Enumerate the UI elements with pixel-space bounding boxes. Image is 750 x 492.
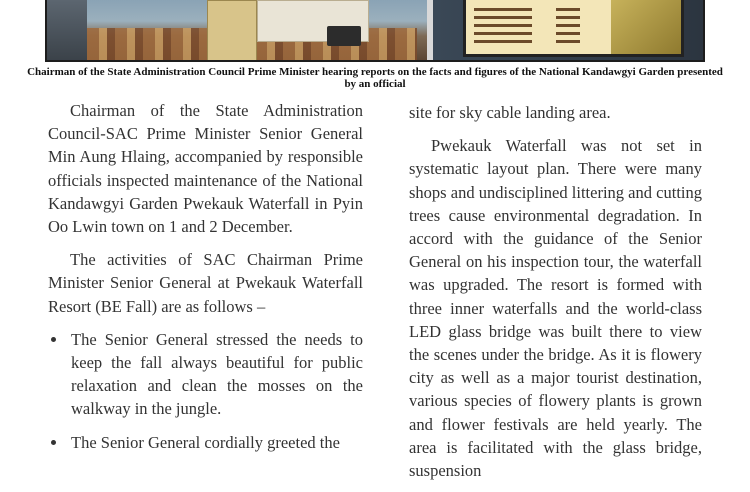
list-item-text: The Senior General cordially greeted the — [71, 432, 340, 452]
list-item — [48, 431, 363, 454]
photo-caption: Chairman of the State Administration Council Prime Minister hearing reports on the facts and figures of the National Kandawgyi Garden presented by an official — [27, 66, 723, 90]
list-item-text: The Senior General stressed the needs to keep the fall always beautiful for public relaxation and clean the mosses on the walkway in the jungle. — [71, 329, 363, 419]
article-paragraph: Pwekauk Waterfall was not set in systematic layout plan. There were many shops and undisciplined littering and cutting trees cause environmental degradation. In accord with the guidance of the Senior General on his inspection tour, the waterfall was upgraded. The resort is formed with three inner waterfalls and the world-class LED glass bridge was built there to view the scenes under the bridge. As it is flowery city as well as a major tourist destination, various species of flowery plants is grown and flower festivals are held yearly. The area is facilitated with the glass bridge, suspension — [409, 136, 702, 481]
screen-map — [611, 0, 681, 54]
photo-presentation-screen — [433, 0, 703, 60]
bullet-icon — [51, 337, 56, 342]
article-column-right — [409, 101, 702, 492]
photo-projector — [327, 26, 361, 46]
article-column-left — [48, 99, 363, 464]
photo-chair — [207, 0, 257, 62]
presentation-screen — [463, 0, 684, 57]
photo-person — [47, 0, 87, 62]
activity-list — [48, 328, 363, 454]
article-paragraph: The activities of SAC Chairman Prime Minister Senior General at Pwekauk Waterfall Resort (BE Fall) are as follows – — [48, 250, 363, 316]
bullet-icon — [51, 440, 56, 445]
article-paragraph-continuation: site for sky cable landing area. — [409, 103, 611, 122]
article-paragraph: Chairman of the State Administration Council-SAC Prime Minister Senior General Min Aung Hlaing, accompanied by responsible officials inspected maintenance of the National Kandawgyi Garden Pwekauk Waterfall in Pyin Oo Lwin town on 1 and 2 December. — [48, 101, 363, 237]
news-photo — [45, 0, 705, 62]
list-item — [48, 328, 363, 421]
photo-meeting-room — [47, 0, 427, 60]
